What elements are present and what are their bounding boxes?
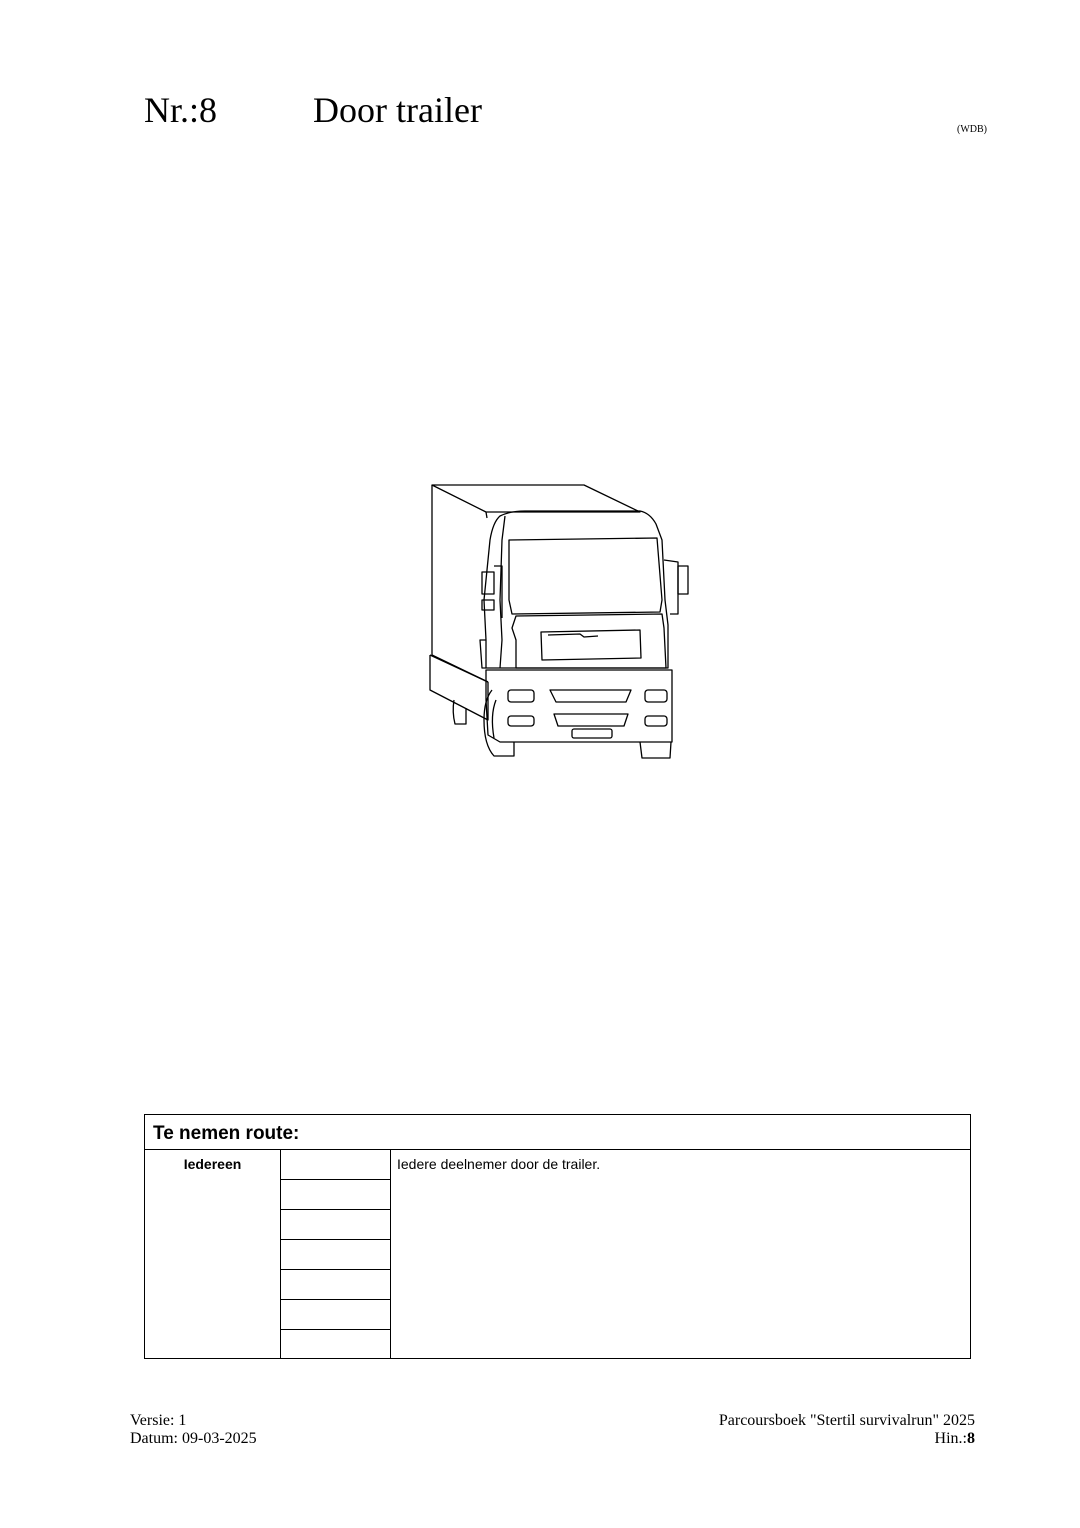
route-table [144, 1114, 971, 1359]
route-slot [281, 1270, 390, 1300]
book-title: Parcoursboek "Stertil survivalrun" 2025 [718, 1412, 975, 1429]
route-description: Iedere deelnemer door de trailer. [397, 1156, 601, 1172]
obstacle-code: (WDB) [957, 124, 987, 135]
obstacle-number: Nr.:8 [144, 90, 218, 130]
route-participants: Iedereen [145, 1150, 281, 1359]
truck-icon [424, 480, 696, 764]
route-slot [281, 1240, 390, 1270]
route-slot [281, 1180, 390, 1210]
route-slot [281, 1330, 390, 1360]
obstacle-title: Door trailer [313, 90, 482, 130]
route-slot [281, 1300, 390, 1330]
version-text: Versie: 1 [130, 1412, 187, 1429]
route-heading: Te nemen route: [145, 1115, 970, 1150]
page-number-label: Hin.: [934, 1430, 967, 1447]
date-text: Datum: 09-03-2025 [130, 1430, 257, 1447]
route-slot [281, 1150, 390, 1180]
route-slots [281, 1150, 391, 1359]
page-number-value: 8 [967, 1430, 975, 1447]
route-slot [281, 1210, 390, 1240]
footer-left [130, 1412, 257, 1448]
footer-right [719, 1412, 975, 1448]
page-number [719, 1430, 975, 1448]
